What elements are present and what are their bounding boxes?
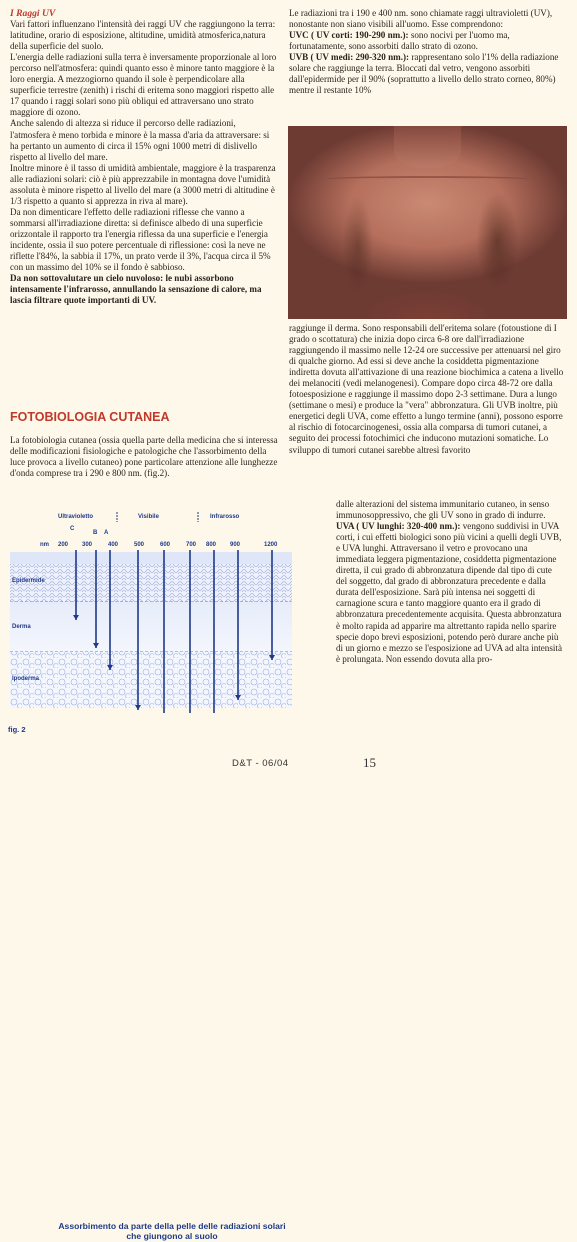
page-number: 15 [363,755,376,770]
uvb-label: UVB ( UV medi: 290-320 nm.): [289,52,410,63]
left-column-lower [10,435,278,479]
uv-letter-b: B [93,530,98,536]
skin-absorption-diagram [10,508,295,713]
sunburn-chest-photo [288,126,567,319]
band-label-infrared: Infrarosso [210,514,240,520]
wavelength-tick-label: 1200 [264,542,278,548]
wavelength-tick-label: 400 [108,542,119,548]
figure-caption: Assorbimento da parte della pelle delle radiazioni solari che giungono al suolo [58,1221,286,1242]
photo-neck-shading [394,126,461,168]
wavelength-tick-label: 500 [134,542,145,548]
right-column-top [289,8,565,96]
wavelength-tick-label: 700 [186,542,197,548]
paragraph: L'energia delle radiazioni sulla terra è inversamente proporzionale al loro percorso nell'atmosfera: quindi quanto esso è minore tanto maggiore è la loro energia. A mezzogiorno quando il sole è perpendicolare alla superficie terrestre (zenith) i rischi di eritema sono maggiori rispetto alle 17 quando i raggi solari sono più obliqui ed attraversano uno strato maggiore di ozono. [10,52,277,118]
uvc-label: UVC ( UV corti: 190-290 nm.): [289,30,409,41]
figure-number: fig. 2 [8,725,26,734]
footer-issue: D&T - 06/04 [232,758,289,769]
wavelength-tick-label: 300 [82,542,93,548]
paragraph: dalle alterazioni del sistema immunitario cutaneo, in senso immunosoppressivo, che gli UV sono in grado di indurre. [336,499,550,521]
paragraph: Le radiazioni tra i 190 e 400 nm. sono chiamate raggi ultravioletti (UV), nonostante non siano visibili all'uomo. Esse comprendono: [289,8,553,30]
band-label-uv: Ultravioletto [58,514,94,520]
right-column-bottom [336,499,565,665]
wavelength-tick-label: 600 [160,542,171,548]
paragraph: Inoltre minore è il tasso di umidità ambientale, maggiore è la trasparenza alle radiazioni solari: ciò è più apprezzabile in montagna dove l'umidità assoluta è minore rispetto al livello del mare (a 3000 metri di altitudine è 1/3 rispetto a quanto si apprezza in riva al mare). [10,162,276,206]
layer-label-dermis: Derma [12,624,31,630]
section-kicker: I Raggi UV [10,8,56,19]
wavelength-tick-label: 800 [206,542,217,548]
paragraph-uvb [289,52,565,96]
left-column [10,8,278,306]
uvc-text: sono nocivi per l'uomo ma, fortunatamente, sono assorbiti dallo strato di ozono. [289,30,510,52]
wavelength-ticks [58,542,278,548]
paragraph-uva [336,521,565,665]
paragraph: Anche salendo di altezza si riduce il percorso delle radiazioni, l'atmosfera è meno torbida e minore è la massa d'aria da attraversare: si ha pertanto un aumento di circa il 15% ogni 1000 metri di dislivello rispetto al livello del mare. [10,118,270,162]
paragraph: raggiunge il derma. Sono responsabili dell'eritema solare (fotoustione di I grado o scottatura) che inizia dopo circa 6-8 ore dall'irradiazione raggiungendo il massimo nelle 12-24 ore successive per attenuarsi nel giro di qualche giorno. Ad essi si deve anche la cosiddetta pigmentazione indiretta dovuta all'attivazione di una reazione biochimica a catena a livello dei melanociti (vedi melanogenesi). Compare dopo circa 48-72 ore dalla fotoesposizione e raggiunge il massimo dopo 2-3 settimane. Dura a lungo (settimane o mesi) e produce la "vera" abbronzatura. Gli UVB inoltre, più energetici degli UVA, come effetto a lungo termine (anni), possono esporre al rischio di fotocarcinogenesi, ossia alla comparsa di tumori cutanei, a seguito dei processi fotochimici che inducono mutazioni somatiche. Lo sviluppo di tumori cutanei sarebbe altresì favorito [289,323,564,455]
paragraph-emphasis: Da non sottovalutare un cielo nuvoloso: le nubi assorbono intensamente l'infrarosso, annullando la sensazione di calore, ma lascia filtrare quote importanti di UV. [10,273,262,306]
paragraph-uvc [289,30,565,52]
right-column-middle [289,323,565,456]
photo-clavicle-shading [327,176,528,182]
layer-label-hypodermis: Ipoderma [12,676,40,682]
paragraph: Vari fattori influenzano l'intensità dei raggi UV che raggiungono la terra: latitudine, orario di esposizione, altitudine, umidità atmosferica,natura della superficie del suolo. [10,19,276,52]
band-label-visible: Visibile [138,514,159,520]
wavelength-tick-label: 200 [58,542,69,548]
uvb-text: rappresentano solo l'1% della radiazione solare che raggiunge la terra. Bloccati dal vetro, vengono assorbiti dall'epidermide per il 90% (soprattutto a livello dello strato corneo, 80%) mentre il restante 10% [289,52,559,96]
section-heading: FOTOBIOLOGIA CUTANEA [10,410,170,424]
uva-label: UVA ( UV lunghi: 320-400 nm.): [336,521,461,532]
paragraph: Da non dimenticare l'effetto delle radiazioni riflesse che vanno a sommarsi all'irradiazione diretta: si definisce albedo di una superficie orizzontale il rapporto tra l'energia riflessa da una superficie e l'energia incidente, ossia il suo potere percentuale di riflessione: così la neve ne riflette l'84%, la sabbia il 17%, un prato verde il 3%, l'acqua circa il 5% con un massimo del 10% se il fondo è sabbioso. [10,206,271,273]
uv-letter-a: A [104,530,109,536]
wavelength-tick-label: 900 [230,542,241,548]
paragraph: La fotobiologia cutanea (ossia quella parte della medicina che si interessa delle modificazioni fisiologiche e patologiche che l'assorbimento della luce provoca a livello cutaneo) pone particolare attenzione alle lunghezze d'onda comprese tra i 290 e 800 nm. (fig.2). [10,435,278,479]
uva-text: vengono suddivisi in UVA corti, i cui effetti biologici sono più vicini a quelli degli UVB, e UVA lunghi. Attraversano il vetro e provocano una immediata leggera pigmentazione, cosiddetta pigmentazione diretta, il cui grado di abbronzatura dipende dal tipo di cute del soggetto, dal grado di abbronzatura precedente e dalla durata dell'esposizione. Sarà più intensa nei soggetti di carnagione scura e tanto maggiore quanto era il grado di abbronzatura precedentemente acquisita. Questa abbronzatura è molto rapida ad apparire ma altrettanto rapida nello sparire specie dopo brevi esposizioni, potendo però durare anche più di un giorno e mezzo se l'esposizione ad UVA ad alta intensità è prolungata. Non essendo dovuta alla pro- [336,521,562,664]
layer-label-epidermis: Epidermide [12,578,45,584]
uv-letter-c: C [70,526,75,532]
nm-unit-label: nm [40,542,49,548]
